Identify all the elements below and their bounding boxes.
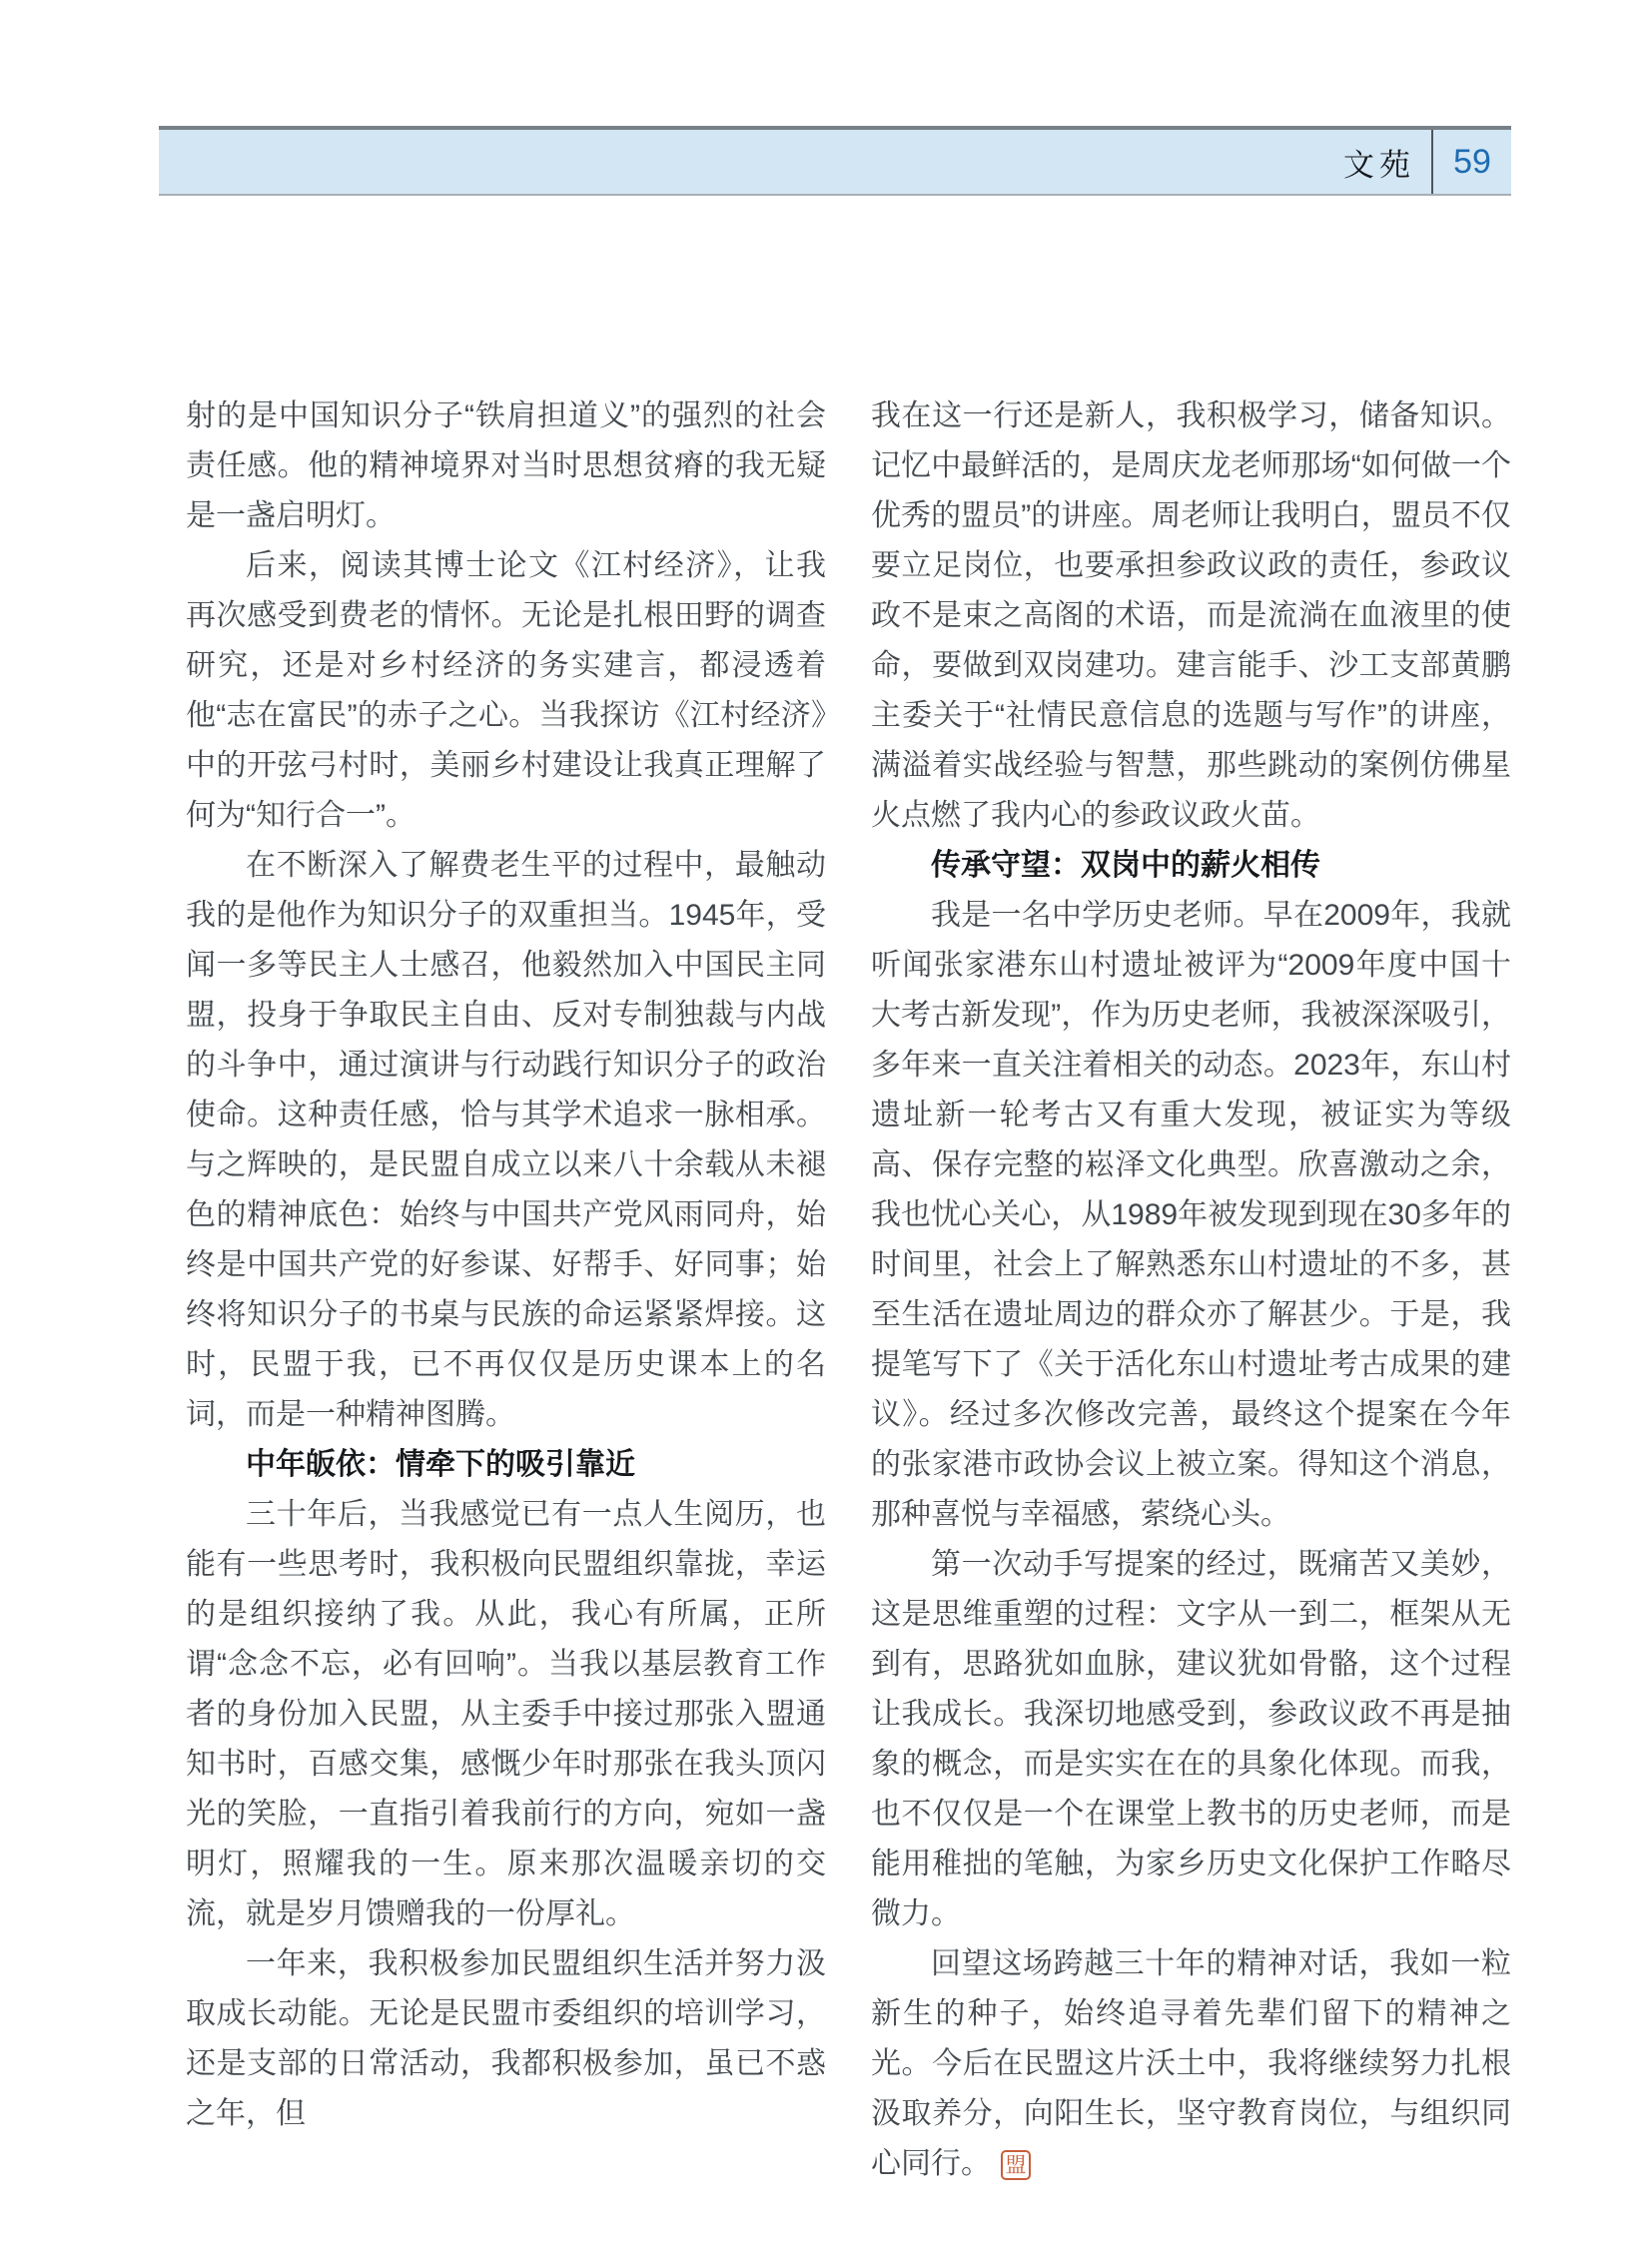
left-column [186, 391, 826, 2189]
paragraph: 第一次动手写提案的经过，既痛苦又美妙，这是思维重塑的过程：文字从一到二，框架从无到有，思路犹如血脉，建议犹如骨骼，这个过程让我成长。我深切地感受到，参政议政不再是抽象的概念，而是实实在在的具象化体现。而我，也不仅仅是一个在课堂上教书的历史老师，而是能用稚拙的笔触，为家乡历史文化保护工作略尽微力。 [871, 1548, 1511, 1930]
page-number: 59 [1453, 142, 1491, 181]
paragraph: 射的是中国知识分子“铁肩担道义”的强烈的社会责任感。他的精神境界对当时思想贫瘠的我无疑是一盏启明灯。 [186, 399, 826, 532]
right-column [871, 391, 1511, 2189]
section-subhead: 中年皈依：情牵下的吸引靠近 [246, 1448, 635, 1481]
paragraph: 三十年后，当我感觉已有一点人生阅历，也能有一些思考时，我积极向民盟组织靠拢，幸运的是组织接纳了我。从此，我心有所属，正所谓“念念不忘，必有回响”。当我以基层教育工作者的身份加入民盟，从主委手中接过那张入盟通知书时，百感交集，感慨少年时那张在我头顶闪光的笑脸，一直指引着我前行的方向，宛如一盏明灯，照耀我的一生。原来那次温暖亲切的交流，就是岁月馈赠我的一份厚礼。 [186, 1498, 826, 1930]
paragraph: 一年来，我积极参加民盟组织生活并努力汲取成长动能。无论是民盟市委组织的培训学习，还是支部的日常活动，我都积极参加，虽已不惑之年，但 [186, 1947, 826, 2130]
article-body [186, 391, 1511, 2189]
paragraph: 后来，阅读其博士论文《江村经济》，让我再次感受到费老的情怀。无论是扎根田野的调查研究，还是对乡村经济的务实建言，都浸透着他“志在富民”的赤子之心。当我探访《江村经济》中的开弦弓村时，美丽乡村建设让我真正理解了何为“知行合一”。 [186, 549, 826, 832]
paragraph: 在不断深入了解费老生平的过程中，最触动我的是他作为知识分子的双重担当。1945年，受闻一多等民主人士感召，他毅然加入中国民主同盟，投身于争取民主自由、反对专制独裁与内战的斗争中，通过演讲与行动践行知识分子的政治使命。这种责任感，恰与其学术追求一脉相承。与之辉映的，是民盟自成立以来八十余载从未褪色的精神底色：始终与中国共产党风雨同舟，始终是中国共产党的好参谋、好帮手、好同事；始终将知识分子的书桌与民族的命运紧紧焊接。这时，民盟于我，已不再仅仅是历史课本上的名词，而是一种精神图腾。 [186, 849, 826, 1431]
paragraph: 我是一名中学历史老师。早在2009年，我就听闻张家港东山村遗址被评为“2009年度中国十大考古新发现”，作为历史老师，我被深深吸引，多年来一直关注着相关的动态。2023年，东山村遗址新一轮考古又有重大发现，被证实为等级高、保存完整的崧泽文化典型。欣喜激动之余，我也忧心关心，从1989年被发现到现在30多年的时间里，社会上了解熟悉东山村遗址的不多，甚至生活在遗址周边的群众亦了解甚少。于是，我提笔写下了《关于活化东山村遗址考古成果的建议》。经过多次修改完善，最终这个提案在今年的张家港市政协会议上被立案。得知这个消息，那种喜悦与幸福感，萦绕心头。 [871, 899, 1511, 1531]
page-header-bar [159, 126, 1511, 196]
paragraph: 我在这一行还是新人，我积极学习，储备知识。记忆中最鲜活的，是周庆龙老师那场“如何做一个优秀的盟员”的讲座。周老师让我明白，盟员不仅要立足岗位，也要承担参政议政的责任，参政议政不是束之高阁的术语，而是流淌在血液里的使命，要做到双岗建功。建言能手、沙工支部黄鹏主委关于“社情民意信息的选题与写作”的讲座，满溢着实战经验与智慧，那些跳动的案例仿佛星火点燃了我内心的参政议政火苗。 [871, 399, 1511, 832]
league-end-seal-icon: 盟 [1001, 2150, 1031, 2180]
section-label: 文苑 [1343, 147, 1415, 183]
paragraph: 回望这场跨越三十年的精神对话，我如一粒新生的种子，始终追寻着先辈们留下的精神之光。今后在民盟这片沃土中，我将继续努力扎根汲取养分，向阳生长，坚守教育岗位，与组织同心同行。 盟 [871, 1947, 1511, 2180]
section-subhead: 传承守望：双岗中的薪火相传 [931, 849, 1320, 882]
